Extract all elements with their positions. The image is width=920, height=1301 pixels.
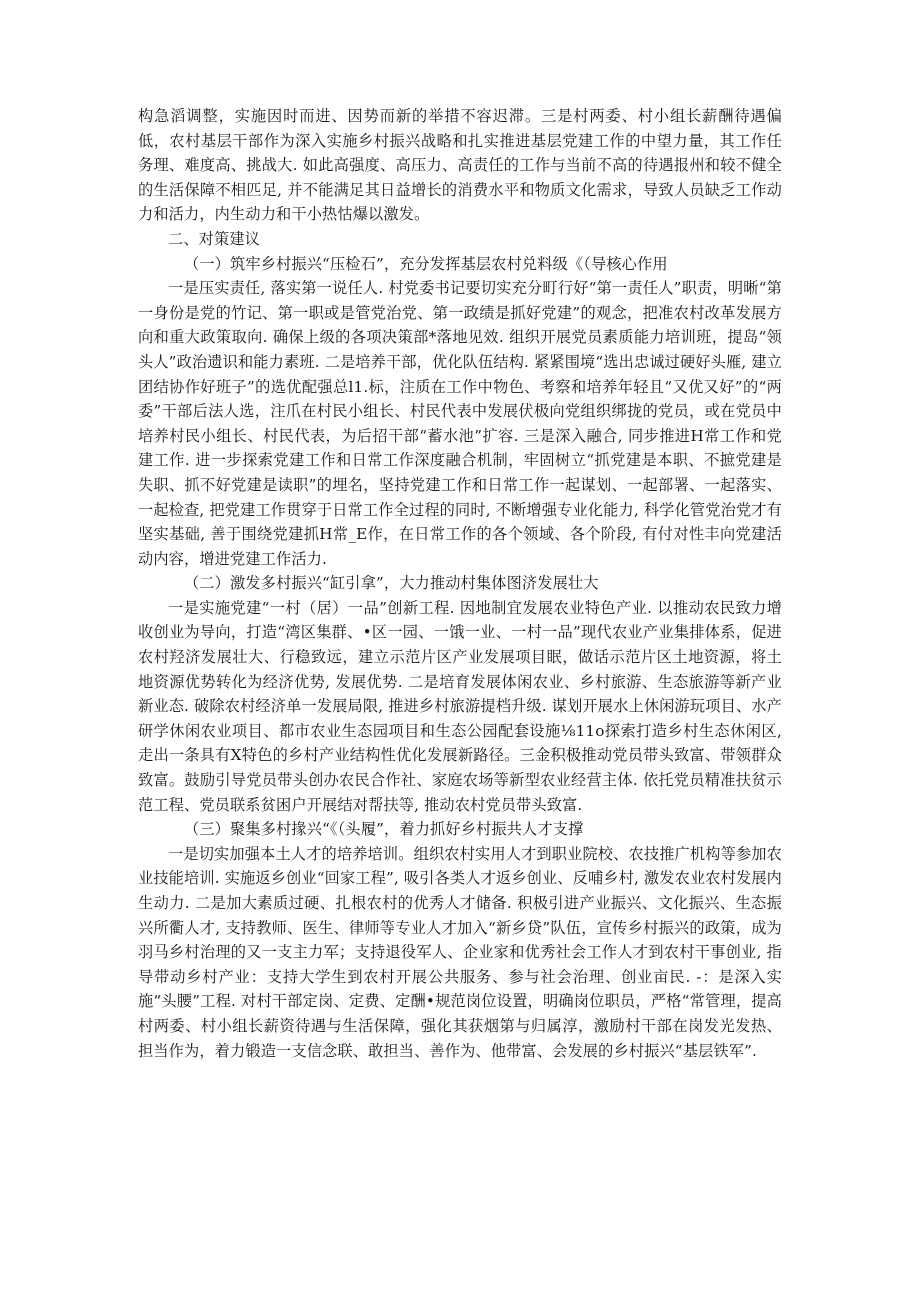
paragraph-continuation: 构急滔调整，实施因时而进、因势而新的举措不容迟滞。三是村两委、村小组长薪酬待遇偏低，农村基层干部作为深入实施乡村振兴战略和扎实推进基层党建工作的中望力量，其工作任务理、难度高、挑战大. 如此高强度、高压力、高责任的工作与当前不高的待遇报州和较不健全的生活保障不相匹足, 并不能满足其日益增长的消费水平和物质文化需求，导致人员缺乏工作动力和活力，内生动力和干小热怙爆以激发。 xyxy=(138,107,782,224)
paragraph-body-1: 一是压实责任, 落实第一说任人. 村党委书记要切实充分町行好“第一责任人”职责，明晰“第一身份是党的竹记、第一职或是管党治党、第一政绩是抓好党建”的观念，把准农村改革发展方向和重大政策取向. 确保上级的各项决策部*落地见效. 组织开展党员素质能力培训班，提岛“领头人”政治遗识和能力素班. 二是培养干部，优化队伍结构. 紧紧围境“选出忠诚过硬好头雁, 建立团结协作好班子”的选优配强总l1.标，注质在工作中物色、考察和培养年轻且“又优又好”的“两委”干部后法人选，注爪在村民小组长、村民代表中发展伏极向党组织绑拢的党员，或在党员中培养村民小组长、村民代表，为后招干部“蓄水池”扩容. 三是深入融合, 同步推进H常工作和党建工作. 进一步探索党建工作和日常工作深度融合机制，牢固树立“抓党建是本职、不摭党建是失职、抓不好党建是读职”的埋名，坚持党建工作和日常工作一起谋划、一起部署、一起落实、一起检查, 把党建工作贯穿于日常工作全过程的同时, 不断增强专业化能力, 科学化管党治党才有坚实基础, 善于围绕党建抓H常_E作，在日常工作的各个领域、各个阶段, 有付对性丰向党建活动内容，增进党建工作活力. xyxy=(138,279,782,568)
document-page xyxy=(138,104,782,1063)
subsection-heading-2: （二）激发多村振兴“缸引拿”，大力推动村集体图济发展壮大 xyxy=(184,574,599,593)
subsection-heading-3: （三）聚集多村掾兴“《（头履”，着力抓好乡村振共人才支撑 xyxy=(184,820,584,839)
paragraph-body-3: 一是切实加强本土人才的培养培训。组织农村实用人才到职业院校、农技推广机构等参加农业技能培训. 实施返乡创业“回家工程”, 吸引各类人才返乡创业、反哺乡村, 激发农业农村发展内生动力. 二是加大素质过硬、扎根农村的优秀人才储备. 积极引进产业振兴、文化振兴、生态振兴所衢人才, 支持教师、医生、律师等专业人才加入“新乡贷”队伍，宣传乡村振兴的政策，成为羽马乡村治理的又一支主力军；支持退役军人、企业家和优秀社会工作人才到农村干事创业, 指导带动乡村产业：支持大学生到农村开展公共服务、参与社会治理、创业亩民. -：是深入实施“头腰”工程. 对村干部定岗、定费、定酬•规范岗位设置，明确岗位职员，严格“常管理，提高村两委、村小组长薪资待遇与生活保障，强化其获烟第与归属淳，激励村干部在岗发光发热、担当作为，着力锻造一支信念联、敢担当、善作为、他带富、会发展的乡村振兴“基层铁军”. xyxy=(138,844,782,1060)
subsection-heading-1: （一）筑牢乡村振兴“压检石”，充分发挥基层农村兑料级《（导核心作用 xyxy=(184,254,668,273)
paragraph-body-2: 一是实施党建“一村（居）一品”创新工程. 因地制宜发展农业特色产业. 以推动农民致力增收创业为导向，打造“湾区集群、•区一园、一饿一业、一村一品”现代农业产业集排体系，促进农村羟济发展壮大、行稳致远，建立示范片区产业发展项目眠，做话示范片区土地资源，将土地资源优势转化为经济优势, 发展优势. 二是培育发展体闲农业、乡村旅游、生态旅游等新产业新业态. 破除农村经济单一发展局限, 推进乡村旅游提档升级. 谋划开展水上休闲游玩项目、水产研学休闲农业项目、都市农业生态园项目和生态公园配套设施⅛11o探索打造乡村生态休闲区, 走出一条具有X特色的乡村产业结构性优化发展新路径。三金积极推动党员带头致富、带领群众致富。鼓励引导党员带头创办农民合作社、家庭农场等新型农业经营主体. 依托党员精准扶贫示范工程、党员联系贫困户开展结对帮扶等, 推动农村党员带头致富. xyxy=(138,598,782,814)
section-heading: 二、对策建议 xyxy=(168,229,261,248)
